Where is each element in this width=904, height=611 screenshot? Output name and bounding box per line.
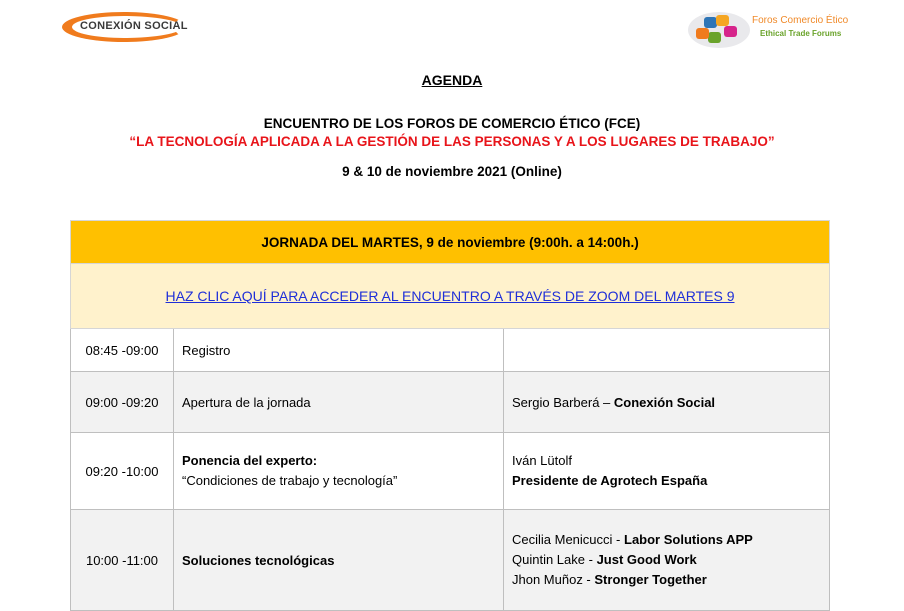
logo-square-magenta: [724, 26, 737, 37]
table-row: [71, 433, 830, 510]
speaker-line: [512, 570, 821, 590]
speaker-org: Just Good Work: [596, 552, 697, 567]
session-title: Apertura de la jornada: [174, 372, 504, 433]
agenda-table: [70, 220, 830, 611]
session-subtitle: “Condiciones de trabajo y tecnología”: [182, 473, 398, 488]
session-time: 09:20 -10:00: [71, 433, 174, 510]
speaker-org: Presidente de Agrotech España: [512, 473, 708, 488]
session-title: Soluciones tecnológicas: [174, 510, 504, 611]
session-speaker: [504, 372, 830, 433]
speaker-name: Cecilia Menicucci -: [512, 532, 621, 547]
logo-left-name: CONEXIÓN SOCIAL: [80, 20, 188, 32]
speaker-line: [512, 530, 821, 550]
speaker-name: Quintin Lake -: [512, 552, 593, 567]
conexion-social-logo: [62, 12, 188, 42]
session-title: Registro: [174, 329, 504, 372]
session-time: 08:45 -09:00: [71, 329, 174, 372]
session-time: 09:00 -09:20: [71, 372, 174, 433]
logo-right-line2: Ethical Trade Forums: [760, 29, 842, 38]
logo-square-green: [708, 32, 721, 43]
session-time: 10:00 -11:00: [71, 510, 174, 611]
event-dates: 9 & 10 de noviembre 2021 (Online): [342, 164, 562, 179]
table-row: [71, 372, 830, 433]
session-speakers: [504, 510, 830, 611]
speaker-name: Jhon Muñoz -: [512, 572, 591, 587]
logo-right-line1: Foros Comercio Ético: [752, 15, 849, 26]
logo-square-amber: [716, 15, 729, 26]
session-speaker: [504, 433, 830, 510]
zoom-link-cell: [71, 264, 830, 329]
speaker-line: [512, 550, 821, 570]
event-theme: “LA TECNOLOGÍA APLICADA A LA GESTIÓN DE LAS PERSONAS Y A LOS LUGARES DE TRABAJO”: [129, 134, 775, 149]
agenda-heading: AGENDA: [421, 72, 483, 88]
day-header-row: [71, 221, 830, 264]
zoom-link-row: [71, 264, 830, 329]
speaker-org: Labor Solutions APP: [624, 532, 753, 547]
logo-square-orange: [696, 28, 709, 39]
day-title: JORNADA DEL MARTES, 9 de noviembre (9:00h. a 14:00h.): [71, 221, 830, 264]
zoom-link[interactable]: HAZ CLIC AQUÍ PARA ACCEDER AL ENCUENTRO A TRAVÉS DE ZOOM DEL MARTES 9: [165, 288, 735, 304]
speaker-name: Iván Lütolf: [512, 453, 572, 468]
event-title: ENCUENTRO DE LOS FOROS DE COMERCIO ÉTICO (FCE): [263, 116, 641, 131]
speaker-name: Sergio Barberá –: [512, 394, 611, 410]
session-speaker: [504, 329, 830, 372]
table-row: [71, 510, 830, 611]
speaker-org: Stronger Together: [594, 572, 707, 587]
table-row: [71, 329, 830, 372]
foros-comercio-etico-logo: [688, 12, 848, 48]
session-title-main: Ponencia del experto:: [182, 453, 318, 468]
session-title: [174, 433, 504, 510]
speaker-org: Conexión Social: [613, 394, 716, 410]
